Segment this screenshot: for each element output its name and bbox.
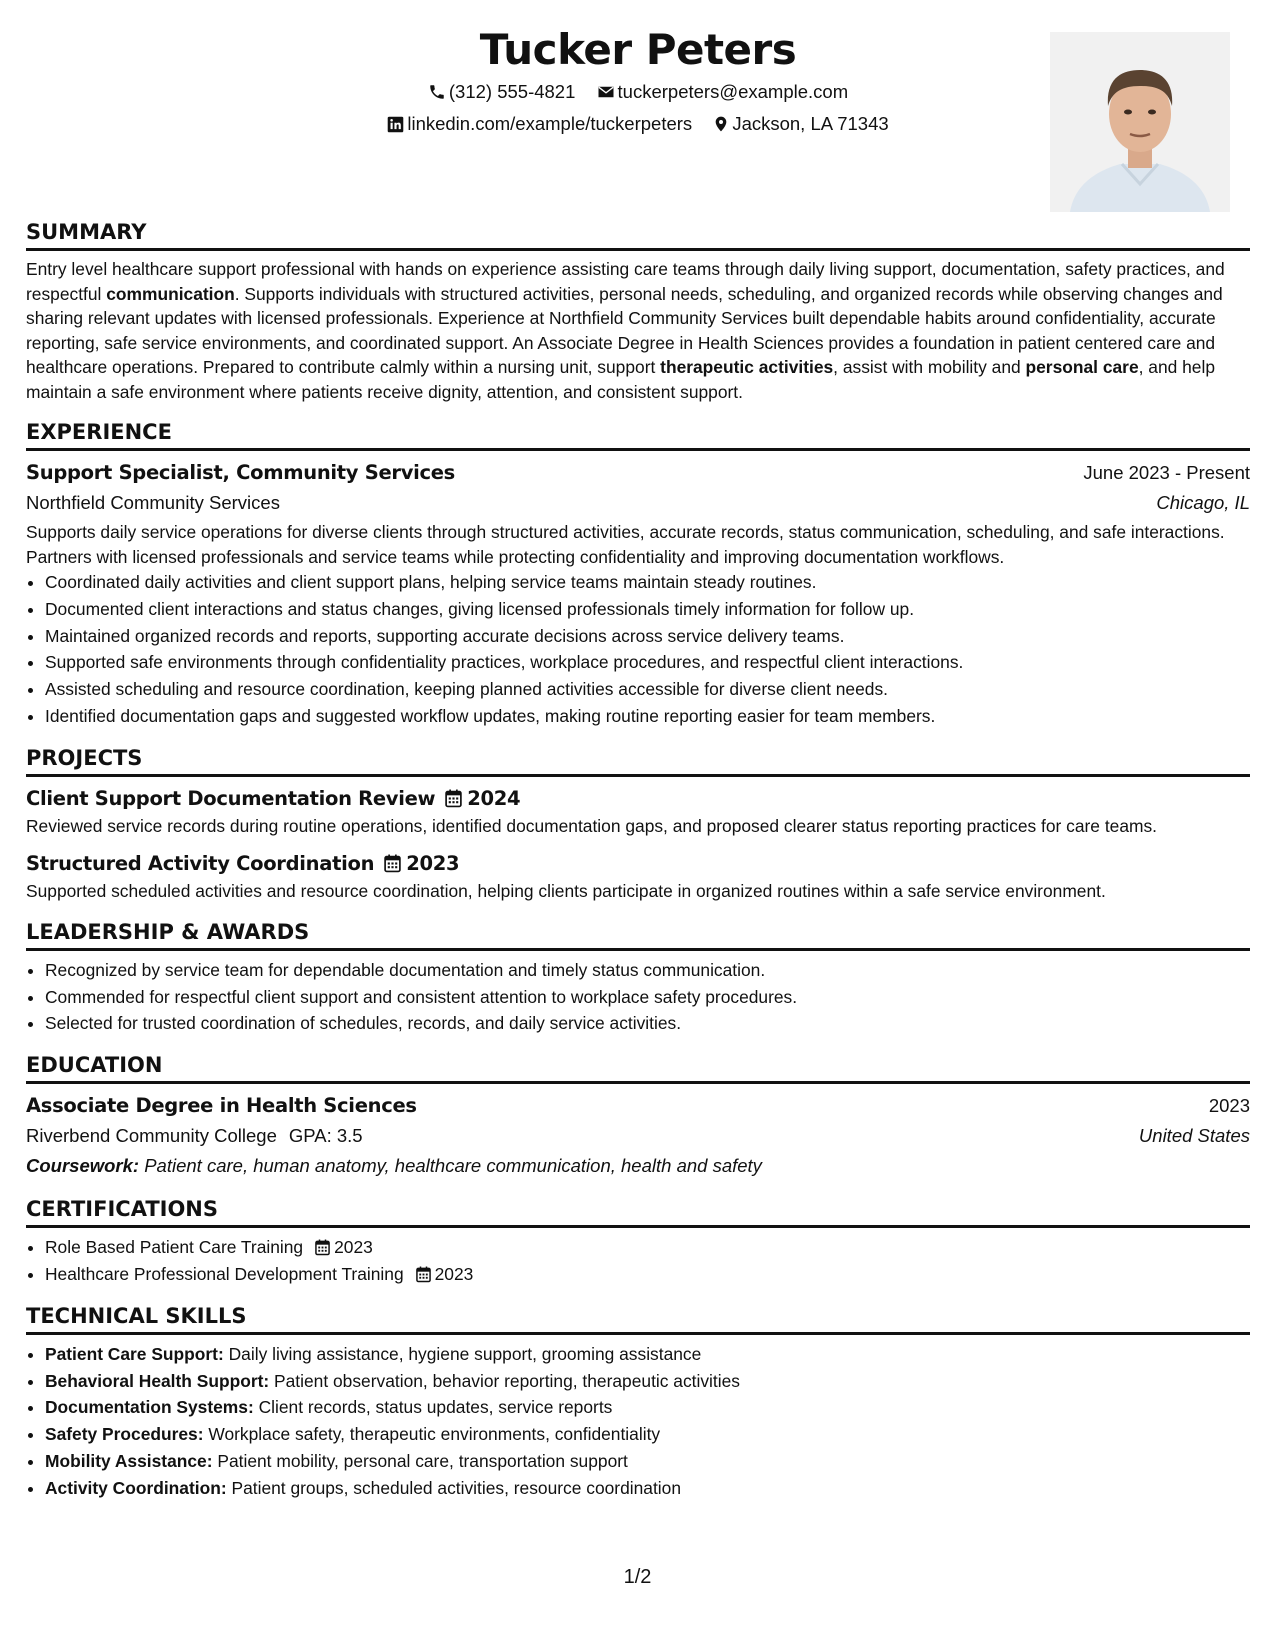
certification-year: 2023 xyxy=(434,1263,474,1284)
email-text: tuckerpeters@example.com xyxy=(617,81,849,102)
skills-section xyxy=(26,1302,1250,1502)
email-contact[interactable] xyxy=(597,79,849,105)
project-header xyxy=(26,848,1250,879)
list-item xyxy=(45,1448,1250,1475)
phone-contact xyxy=(428,79,576,105)
calendar-icon xyxy=(416,1266,431,1283)
certifications-heading: CERTIFICATIONS xyxy=(26,1195,1250,1228)
summary-keyword: personal care xyxy=(1025,357,1139,377)
list-item xyxy=(45,1341,1250,1368)
list-item xyxy=(45,1368,1250,1395)
list-item: • Supported safe environments through confidentiality practices, workplace procedures, and respectful client interactions. xyxy=(45,649,1250,676)
leadership-heading: LEADERSHIP & AWARDS xyxy=(26,918,1250,951)
education-section xyxy=(26,1051,1250,1181)
project-name: Structured Activity Coordination xyxy=(26,852,375,876)
project-header xyxy=(26,783,1250,814)
gpa: GPA: 3.5 xyxy=(288,1125,363,1147)
job-description: Supports daily service operations for diverse clients through structured activities, accurate records, status communication, scheduling, and safe interactions. Partners with licensed professionals and service teams while protecting confidentiality and improving documentation workflows. xyxy=(26,522,1225,567)
skill-value: Client records, status updates, service reports xyxy=(258,1397,613,1418)
graduation-year: 2023 xyxy=(1208,1095,1250,1117)
list-item: • Commended for respectful client support and consistent attention to workplace safety procedures. xyxy=(45,984,1250,1011)
location-contact xyxy=(713,111,888,137)
education-heading: EDUCATION xyxy=(26,1051,1250,1084)
project-description: Supported scheduled activities and resource coordination, helping clients participate in organized routines within a safe service environment. xyxy=(26,881,1106,902)
list-item xyxy=(45,1394,1250,1421)
list-item: • Identified documentation gaps and suggested workflow updates, making routine reporting easier for team members. xyxy=(45,703,1250,730)
summary-keyword: communication xyxy=(106,283,235,304)
leadership-bullets xyxy=(26,957,1250,1037)
skill-label: Documentation Systems: xyxy=(45,1397,254,1418)
page-number: 1/2 xyxy=(623,1566,652,1588)
project-name: Client Support Documentation Review xyxy=(26,786,436,810)
degree-name: Associate Degree in Health Sciences xyxy=(26,1094,417,1118)
coursework-text: Patient care, human anatomy, healthcare communication, health and safety xyxy=(144,1155,762,1177)
list-item: • Documented client interactions and status changes, giving licensed professionals timely information for follow up. xyxy=(45,596,1250,623)
skill-label: Safety Procedures: xyxy=(45,1424,204,1445)
certifications-list xyxy=(26,1234,1250,1288)
skills-heading: TECHNICAL SKILLS xyxy=(26,1302,1250,1335)
list-item xyxy=(45,1261,1250,1288)
profile-photo xyxy=(1050,32,1230,212)
candidate-name: Tucker Peters xyxy=(479,25,797,74)
linkedin-contact[interactable] xyxy=(387,111,692,137)
skill-label: Mobility Assistance: xyxy=(45,1450,213,1471)
resume-page xyxy=(26,0,1250,1516)
job-dates: June 2023 - Present xyxy=(1083,462,1250,483)
phone-icon xyxy=(428,83,446,101)
job-title: Support Specialist, Community Services xyxy=(26,461,455,484)
experience-heading: EXPERIENCE xyxy=(26,418,1250,451)
envelope-icon xyxy=(597,83,615,101)
list-item: • Maintained organized records and reports, supporting accurate decisions across service delivery teams. xyxy=(45,623,1250,650)
project-description: Reviewed service records during routine operations, identified documentation gaps, and proposed clearer status reporting practices for care teams. xyxy=(26,815,1158,836)
summary-text-part: , assist with mobility and xyxy=(833,357,1026,377)
list-item: • Assisted scheduling and resource coordination, keeping planned activities accessible for diverse client needs. xyxy=(45,676,1250,703)
job-location: Chicago, IL xyxy=(1156,492,1250,513)
list-item xyxy=(45,1421,1250,1448)
location-text: Jackson, LA 71343 xyxy=(732,113,889,134)
experience-bullets xyxy=(26,569,1250,730)
skill-value: Patient mobility, personal care, transportation support xyxy=(217,1450,628,1471)
certification-name: Healthcare Professional Development Training xyxy=(45,1263,404,1284)
experience-entry-subheader xyxy=(26,488,1250,518)
summary-section xyxy=(26,218,1250,404)
employer-name: Northfield Community Services xyxy=(26,492,280,513)
skill-value: Daily living assistance, hygiene support, grooming assistance xyxy=(228,1343,702,1364)
summary-heading: SUMMARY xyxy=(26,218,1250,251)
linkedin-icon xyxy=(387,116,404,133)
project-year: 2024 xyxy=(467,786,521,810)
calendar-icon xyxy=(315,1239,330,1256)
skill-value: Workplace safety, therapeutic environments, confidentiality xyxy=(208,1424,661,1445)
list-item: • Selected for trusted coordination of schedules, records, and daily service activities. xyxy=(45,1010,1250,1037)
skill-label: Activity Coordination: xyxy=(45,1477,227,1498)
coursework-line xyxy=(26,1151,1250,1181)
summary-text-part: . Supports individuals with structured activities, personal needs, scheduling, and organized records while observing changes and sharing relevant updates with licensed professionals. Experience at Northfield Community Services built dependable habits around confidentiality, accurate reporting, safe service environments, and coordinated support. An Associate Degree in Health Sciences provides a foundation in patient centered care and healthcare operations. Prepared to contribute calmly within a nursing unit, support xyxy=(26,283,1223,377)
coursework-label: Coursework: xyxy=(26,1155,140,1177)
experience-section xyxy=(26,418,1250,730)
skill-label: Behavioral Health Support: xyxy=(45,1370,270,1391)
certification-name: Role Based Patient Care Training xyxy=(45,1237,304,1258)
map-pin-icon xyxy=(713,115,729,133)
skills-list xyxy=(26,1341,1250,1502)
resume-header xyxy=(26,0,1250,218)
portrait-image xyxy=(1050,32,1230,212)
project-item xyxy=(26,783,1250,839)
linkedin-text: linkedin.com/example/tuckerpeters xyxy=(407,113,693,134)
education-entry-header xyxy=(26,1090,1250,1121)
projects-section xyxy=(26,744,1250,904)
summary-keyword: therapeutic activities xyxy=(660,357,834,377)
phone-text: (312) 555-4821 xyxy=(448,81,576,102)
experience-entry-header xyxy=(26,457,1250,488)
list-item xyxy=(45,1475,1250,1502)
skill-value: Patient groups, scheduled activities, resource coordination xyxy=(231,1477,682,1498)
summary-text-part: Entry level healthcare support professional with hands on experience assisting care teams through daily living support, documentation, safety practices, and respectful xyxy=(26,259,1225,304)
project-year: 2023 xyxy=(406,852,460,876)
projects-heading: PROJECTS xyxy=(26,744,1250,777)
skill-value: Patient observation, behavior reporting, therapeutic activities xyxy=(274,1370,740,1391)
certifications-section xyxy=(26,1195,1250,1288)
skill-label: Patient Care Support: xyxy=(45,1343,224,1364)
school-location: United States xyxy=(1138,1125,1250,1147)
education-entry-subheader xyxy=(26,1121,1250,1151)
list-item: • Recognized by service team for dependable documentation and timely status communication. xyxy=(45,957,1250,984)
school-info xyxy=(26,1121,363,1151)
school-name: Riverbend Community College xyxy=(26,1125,277,1147)
calendar-icon xyxy=(445,789,462,808)
summary-text-part: , and help maintain a safe environment where patients receive dignity, attention, and consistent support. xyxy=(26,357,1216,402)
summary-text xyxy=(26,257,1250,404)
project-item xyxy=(26,848,1250,904)
certification-year: 2023 xyxy=(334,1237,373,1258)
leadership-section xyxy=(26,918,1250,1037)
calendar-icon xyxy=(384,854,401,873)
list-item xyxy=(45,1234,1250,1261)
list-item: • Coordinated daily activities and client support plans, helping service teams maintain steady routines. xyxy=(45,569,1250,596)
